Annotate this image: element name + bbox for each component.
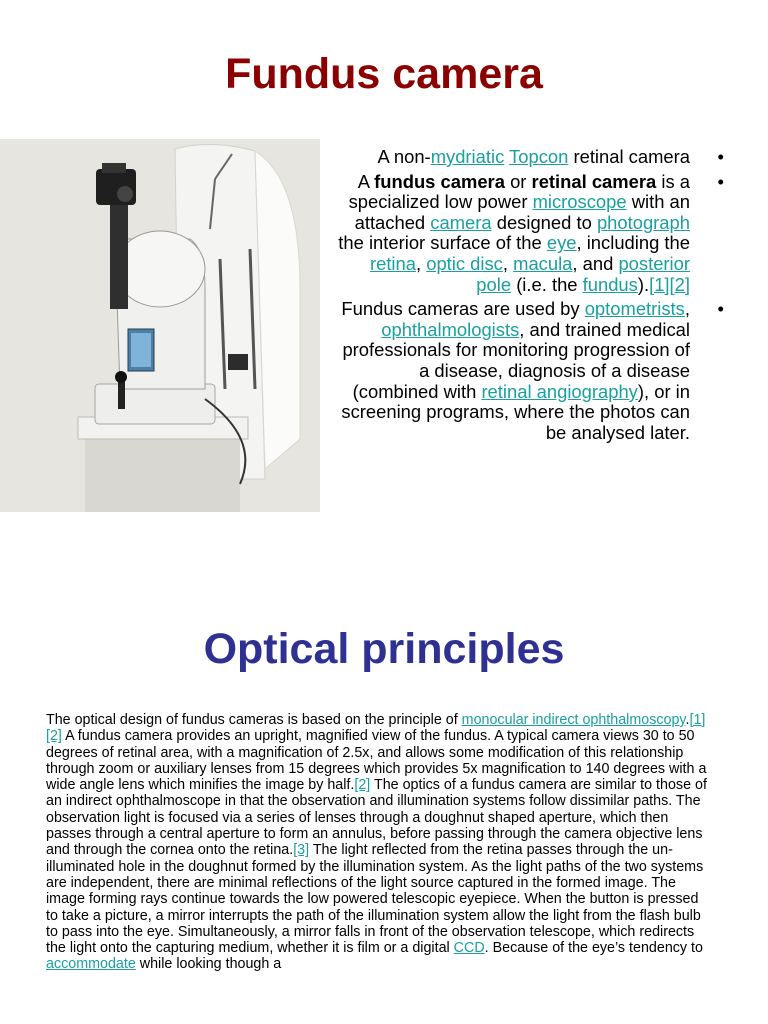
bullet-definition: A fundus camera or retinal camera is a specialized low power microscope with an attached camera designed to photograph the interior surface of the eye, including the retina, optic disc, macula, and posterior pole (i.e. the fundus).[1][2] • <box>338 170 724 295</box>
link-microscope[interactable]: microscope <box>532 191 627 213</box>
link-fundus[interactable]: fundus <box>582 273 638 295</box>
link-ccd[interactable]: CCD <box>453 940 485 957</box>
retinal-camera-illustration <box>0 139 320 512</box>
bullet-usage: Fundus cameras are used by optometrists, ophthalmologists, and trained medical professionals for monitoring progression of a disease, diagnosis of a disease (combined with retinal angiography), or in screening programs, where the photos can be analysed later. • <box>341 298 724 443</box>
link-posterior-pole[interactable]: posterior pole <box>476 252 690 295</box>
reference-link-2[interactable]: [2] <box>354 777 371 794</box>
link-macula[interactable]: macula <box>513 252 573 274</box>
link-optic-disc[interactable]: optic disc <box>426 252 503 274</box>
optical-principles-paragraph: The optical design of fundus cameras is based on the principle of monocular indirect ophthalmoscopy.[1][2] A fundus camera provides an upright, magnified view of the fundus. A typical camera views 30 to 50 degrees of retinal area, with a magnification of 2.5x, and allows some modification of this relationship through zoom or auxiliary lenses from 15 degrees which provides 5x magnification to 140 degrees with a wide angle lens which minifies the image by half.[2] The optics of a fundus camera are similar to those of an indirect ophthalmoscope in that the observation and illumination systems follow dissimilar paths. The observation light is focused via a series of lenses through a doughnut shaped aperture, which then passes through a central aperture to form an annulus, before passing through the camera objective lens and through the cornea onto the retina.[3] The light reflected from the retina passes through the un-illuminated hole in the doughnut formed by the illumination system. As the light paths of the two systems are independent, there are minimal reflections of the light source captured in the formed image. The image forming rays continue towards the low powered telescopic eyepiece. When the button is pressed to take a picture, a mirror interrupts the path of the illumination system allow the light from the flash bulb to pass into the eye. Simultaneously, a mirror falls in front of the observation telescope, which redirects the light onto the capturing medium, whether it is film or a digital CCD. Because of the eye’s tendency to accommodate while looking though a <box>46 712 707 973</box>
bullet-dot: • <box>717 170 724 192</box>
reference-link-3[interactable]: [3] <box>293 842 310 859</box>
link-optometrists[interactable]: optometrists <box>584 298 685 320</box>
link-topcon[interactable]: Topcon <box>509 146 569 167</box>
bullet-dot: • <box>717 298 724 320</box>
link-mydriatic[interactable]: mydriatic <box>430 146 505 167</box>
fundus-camera-photo <box>0 139 320 512</box>
fundus-camera-bullet-list <box>336 147 746 447</box>
link-accommodate[interactable]: accommodate <box>46 956 136 973</box>
reference-link-2[interactable]: [2] <box>669 273 690 295</box>
link-camera[interactable]: camera <box>430 211 492 233</box>
link-ophthalmologists[interactable]: ophthalmologists <box>381 318 520 340</box>
slide-title-optical-principles: Optical principles <box>203 625 565 673</box>
link-monocular-indirect-ophthalmoscopy[interactable]: monocular indirect ophthalmoscopy <box>461 712 686 728</box>
reference-link-2[interactable]: [2] <box>46 728 62 745</box>
slide-title-fundus-camera: Fundus camera <box>225 50 543 98</box>
bullet-caption: A non-mydriatic Topcon retinal camera • <box>377 146 724 167</box>
link-retina[interactable]: retina <box>369 252 416 274</box>
link-photograph[interactable]: photograph <box>596 211 690 233</box>
link-eye[interactable]: eye <box>546 232 577 254</box>
link-retinal-angiography[interactable]: retinal angiography <box>481 380 638 402</box>
reference-link-1[interactable]: [1] <box>649 273 670 295</box>
bullet-dot: • <box>717 146 724 167</box>
reference-link-1[interactable]: [1] <box>689 712 706 728</box>
